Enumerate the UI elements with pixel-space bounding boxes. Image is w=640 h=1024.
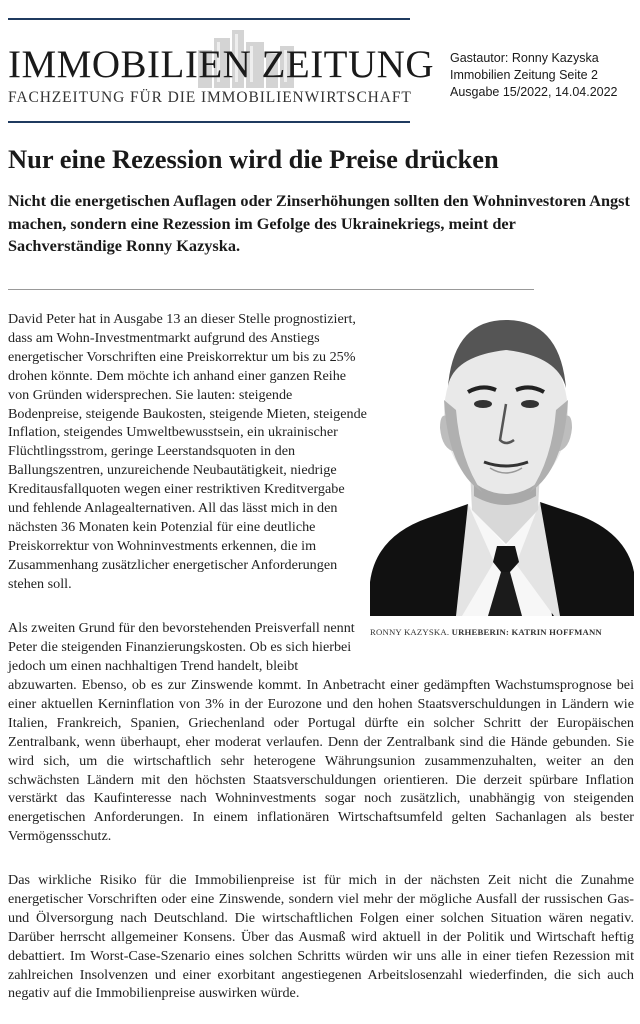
article-title: Nur eine Rezession wird die Preise drücken (8, 144, 499, 174)
article-paragraph-2-start: Als zweiten Grund für den bevorstehenden Preisverfall nennt Peter die steigenden Finanzierungskosten. Ob es sich hierbei jedoch um einen nachhaltigen Trend handelt, bleibt (8, 620, 355, 674)
meta-source: Immobilien Zeitung Seite 2 (450, 68, 598, 82)
article-paragraph-1: David Peter hat in Ausgabe 13 an dieser Stelle prognostiziert, dass am Wohn-Investmentmarkt aufgrund des Anstiegs energetischer Vorschriften eine Preiskorrektur um bis zu 25% drohen könnte. Dem möchte ich anhand einer ganzen Reihe von Gründen widersprechen. Sie lauten: steigende Bodenpreise, steigende Baukosten, steigende Mieten, steigende Inflation, steigendes Umweltbewusstsein, ein ukrainischer Flüchtlingsstrom, geringe Leerstandsquoten in den Ballungszentren, unzureichende Neubautätigkeit, niedrige Kreditausfallquoten wegen einer restriktiven Kreditvergabe und fehlende Anlagealternativen. All das lässt mich in den nächsten 36 Monaten kein Potenzial für eine deutliche Preiskorrektur von Wohninvestments erkennen, die im Zusammenhang zusätzlicher energetischer Anforderungen stehen soll. (8, 311, 367, 592)
brand-tagline: FACHZEITUNG FÜR DIE IMMOBILIENWIRTSCHAFT (8, 89, 412, 106)
meta-author: Gastautor: Ronny Kazyska (450, 51, 599, 65)
photo-caption (370, 627, 634, 637)
caption-name: RONNY KAZYSKA. (370, 627, 450, 637)
brand-name: IMMOBILIEN ZEITUNG (8, 43, 435, 86)
caption-credit: URHEBERIN: KATRIN HOFFMANN (451, 627, 602, 637)
masthead-bottom-rule (8, 121, 410, 123)
masthead (8, 18, 435, 123)
article-meta (450, 50, 635, 101)
article-lead: Nicht die energetischen Auflagen oder Zinserhöhungen sollten den Wohninvestoren Angst machen, sondern eine Rezession im Gefolge des Ukrainekriegs, meint der Sachverständige Ronny Kazyska. (8, 191, 630, 255)
author-portrait-illustration (370, 300, 634, 616)
author-portrait (370, 300, 634, 616)
meta-issue: Ausgabe 15/2022, 14.04.2022 (450, 85, 618, 99)
lead-divider (8, 289, 534, 290)
article-paragraph-2-continued: abzuwarten. Ebenso, ob es zur Zinswende kommt. In Anbetracht einer gedämpften Wachstumsprognose bei einer aktuellen Kerninflation von 3% in der Eurozone und den hohen Staatsverschuldungen in Ländern wie Italien, Frankreich, Spanien, Griechenland oder Portugal dürfte ein solcher Schritt der Europäischen Zentralbank, wenn überhaupt, eher moderat verlaufen. Denn der Zentralbank sind die Hände gebunden. Sie wird sich, um die wirtschaftlich sehr heterogene Währungsunion zusammenzuhalten, weiter an den schwächsten Ländern mit den höchsten Staatsverschuldungen orientieren. Die derzeit spürbare Inflation verstärkt das Kaufinteresse nach Wohninvestments sogar noch zusätzlich, unabhängig von steigenden energetischen Anforderungen. In einem inflationären Wirtschaftsumfeld gelten Sachanlagen als bester Vermögensschutz. (8, 677, 634, 845)
article-paragraph-3: Das wirkliche Risiko für die Immobilienpreise ist für mich in der nächsten Zeit nicht die Zunahme energetischer Vorschriften oder eine Zinswende, sondern viel mehr der mögliche Ausfall der russischen Gas- und Ölversorgung nach Deutschland. Die wirtschaftlichen Folgen einer solchen Situation wären negativ. Darüber herrscht allgemeiner Konsens. Über das Ausmaß wird aktuell in der Politik und Wirtschaft heftig debattiert. Im Worst-Case-Szenario eines solchen Schritts würden wir uns alle in einer tiefen Rezession mit zahlreichen Insolvenzen und einer exorbitant angestiegenen Arbeitslosenzahl wiederfinden, die sich auch negativ auf die Immobilienpreise auswirken würde. (8, 872, 634, 1002)
masthead-top-rule (8, 18, 410, 20)
